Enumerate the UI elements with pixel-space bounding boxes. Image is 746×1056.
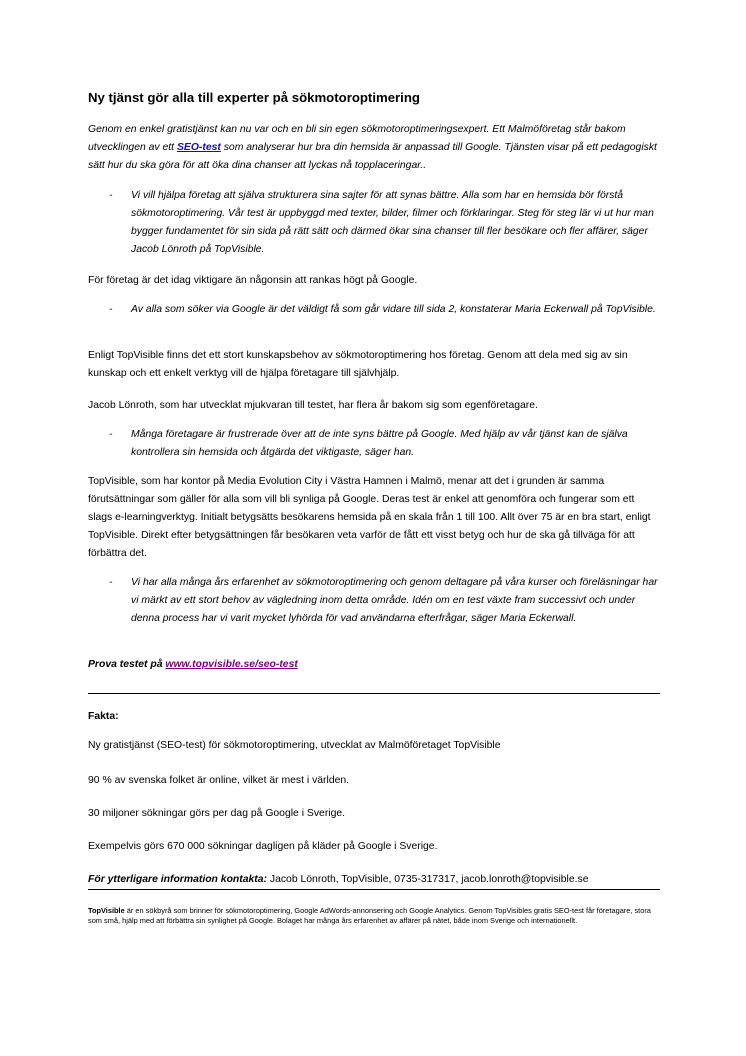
contact-details: Jacob Lönroth, TopVisible, 0735-317317, jacob.lonroth@topvisible.se: [266, 874, 589, 885]
paragraph-1: För företag är det idag viktigare än någonsin att rankas högt på Google.: [88, 275, 418, 286]
try-test-line: [88, 656, 660, 674]
facts-heading: Fakta:: [88, 711, 119, 722]
fact-item: 90 % av svenska folket är online, vilket är mest i världen.: [88, 775, 350, 786]
page-title: Ny tjänst gör alla till experter på sökmotoroptimering: [88, 90, 420, 105]
intro-text-1: Genom en enkel gratistjänst kan nu var och en bli sin egen sökmotoroptimeringsexpert. Ett Malmöföretag står bakom utvecklingen av ett: [88, 124, 626, 153]
intro-paragraph: [88, 121, 660, 175]
fact-item: Exempelvis görs 670 000 sökningar dagligen på kläder på Google i Sverige.: [88, 841, 438, 852]
seo-test-url-link[interactable]: www.topvisible.se/seo-test: [165, 659, 298, 670]
try-test-label: Prova testet på: [88, 659, 166, 670]
quote-text-1: Vi vill hjälpa företag att själva strukturera sina sajter för att synas bättre. Alla som har en hemsida bör förstå sökmotoroptimering. Vår test är uppbyggd med texter, bilder, filmer och förklaringar. Steg för steg lär vi ut hur man bygger fundamentet för sin sida på rätt sätt och därmed ökar sina chanser till fler besökare och fler affärer, säger Jacob Lönroth på TopVisible.: [131, 190, 654, 255]
bullet-dash: -: [109, 429, 113, 440]
about-company: [88, 906, 660, 926]
fact-item: Ny gratistjänst (SEO-test) för sökmotoroptimering, utvecklat av Malmöföretaget TopVisible: [88, 740, 501, 751]
seo-test-link[interactable]: SEO-test: [176, 142, 221, 153]
intro-text-2: som analyserar hur bra din hemsida är anpassad till Google. Tjänsten visar på ett pedagogiskt sätt hur du ska göra för att öka dina chanser att lyckas nå topplaceringar..: [88, 142, 657, 171]
bullet-dash: -: [109, 190, 113, 201]
quote-text-2: Av alla som söker via Google är det väldigt få som går vidare till sida 2, konstaterar Maria Eckerwall på TopVisible.: [131, 304, 656, 315]
bullet-dash: -: [109, 577, 113, 588]
divider-top: [88, 693, 660, 694]
paragraph-4: TopVisible, som har kontor på Media Evolution City i Västra Hamnen i Malmö, menar att det i grunden är samma förutsättningar som gäller för alla som vill bli synliga på Google. Deras test är enkel att genomföra och fungerar som ett slags e-learningverktyg. Initialt betygsätts besökarens hemsida på en skala från 1 till 100. Allt över 75 är en bra start, enligt TopVisible. Direkt efter betygsättningen får besökaren veta varför de fått ett visst betyg och hur de ska gå tillväga för att förbättra det.: [88, 476, 651, 559]
bullet-dash: -: [109, 304, 113, 315]
divider-bottom: [88, 889, 660, 890]
contact-label: För ytterligare information kontakta:: [88, 874, 267, 885]
quote-text-3: Många företagare är frustrerade över att de inte syns bättre på Google. Med hjälp av vår tjänst kan de själva kontrollera sin hemsida och åtgärda det viktigaste, säger han.: [131, 429, 628, 458]
quote-text-4: Vi har alla många års erfarenhet av sökmotoroptimering och genom deltagare på våra kurser och föreläsningar har vi märkt av ett stort behov av vägledning inom detta område. Idén om en test växte fram successivt och under denna process har vi varit mycket lyhörda för vad användarna efterfrågar, säger Maria Eckerwall.: [131, 577, 658, 624]
contact-line: [88, 871, 660, 889]
about-text: är en sökbyrå som brinner för sökmotoroptimering, Google AdWords-annonsering och Google Analytics. Genom TopVisibles gratis SEO-test får företagare, stora som små, hjälp med att förbättra sin synlighet på Google. Bolaget har många års erfarenhet av affärer på nätet, både inom Sverige och internationellt.: [88, 906, 651, 925]
fact-item: 30 miljoner sökningar görs per dag på Google i Sverige.: [88, 808, 346, 819]
about-brand: TopVisible: [88, 906, 125, 915]
paragraph-3: Jacob Lönroth, som har utvecklat mjukvaran till testet, har flera år bakom sig som egenföretagare.: [88, 400, 538, 411]
paragraph-2: Enligt TopVisible finns det ett stort kunskapsbehov av sökmotoroptimering hos företag. Genom att dela med sig av sin kunskap och ett enkelt verktyg vill de hjälpa företagare till självhjälp.: [88, 350, 628, 379]
